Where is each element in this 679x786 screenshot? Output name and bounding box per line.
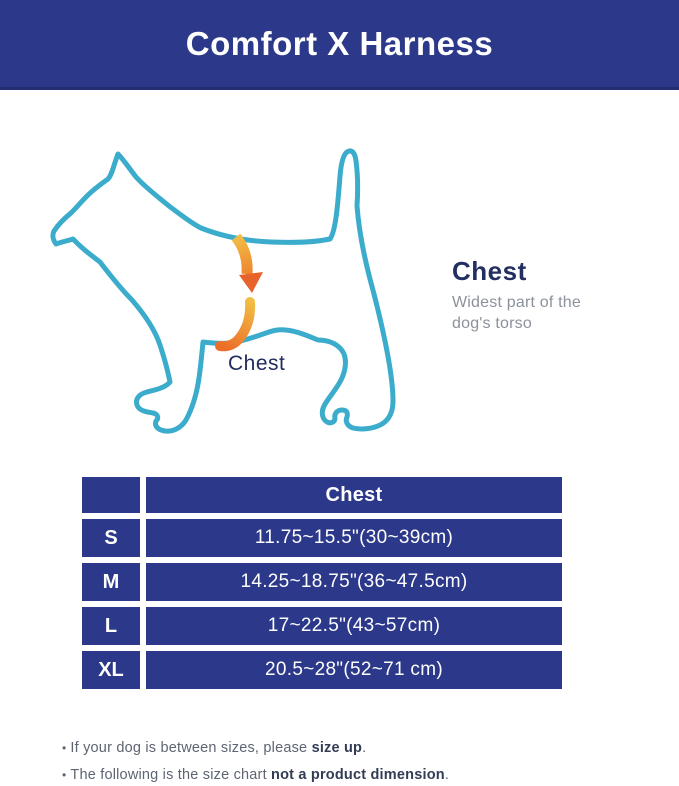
table-header-row (82, 477, 562, 513)
measuring-band-top (236, 237, 247, 274)
size-cell: L (82, 607, 140, 645)
chest-band-label: Chest (228, 352, 286, 375)
table-row (82, 651, 562, 689)
chest-range-cell: 14.25~18.75"(36~47.5cm) (146, 563, 562, 601)
table-corner-cell (82, 477, 140, 513)
callout-description-line2: dog's torso (452, 315, 532, 332)
table-row (82, 607, 562, 645)
chest-range-cell: 20.5~28"(52~71 cm) (146, 651, 562, 689)
footnote-size-up (62, 740, 366, 756)
footnote-text: The following is the size chart (70, 767, 272, 783)
table-row (82, 563, 562, 601)
size-cell: XL (82, 651, 140, 689)
footnote-suffix: . (362, 740, 367, 756)
chest-callout (452, 256, 632, 334)
footnote-not-product-dimension (62, 767, 449, 783)
table-row (82, 519, 562, 557)
size-cell: M (82, 563, 140, 601)
footnote-bold: size up (311, 740, 363, 756)
callout-description-line1: Widest part of the (452, 294, 581, 311)
bullet-icon: • (62, 768, 67, 782)
callout-description (452, 292, 632, 334)
footnote-bold: not a product dimension (271, 767, 445, 783)
dog-body-outline (53, 151, 393, 431)
chest-column-header: Chest (146, 477, 562, 513)
bullet-icon: • (62, 741, 67, 755)
size-table (76, 471, 568, 695)
footnote-suffix: . (444, 767, 450, 783)
dog-outline-illustration (30, 140, 430, 445)
footnote-text: If your dog is between sizes, please (70, 740, 312, 756)
chest-range-cell: 11.75~15.5"(30~39cm) (146, 519, 562, 557)
chest-range-cell: 17~22.5"(43~57cm) (146, 607, 562, 645)
header-bar (0, 0, 679, 90)
measuring-arrow-icon (239, 272, 263, 293)
page-title: Comfort X Harness (185, 24, 494, 62)
size-cell: S (82, 519, 140, 557)
callout-title: Chest (452, 256, 527, 286)
